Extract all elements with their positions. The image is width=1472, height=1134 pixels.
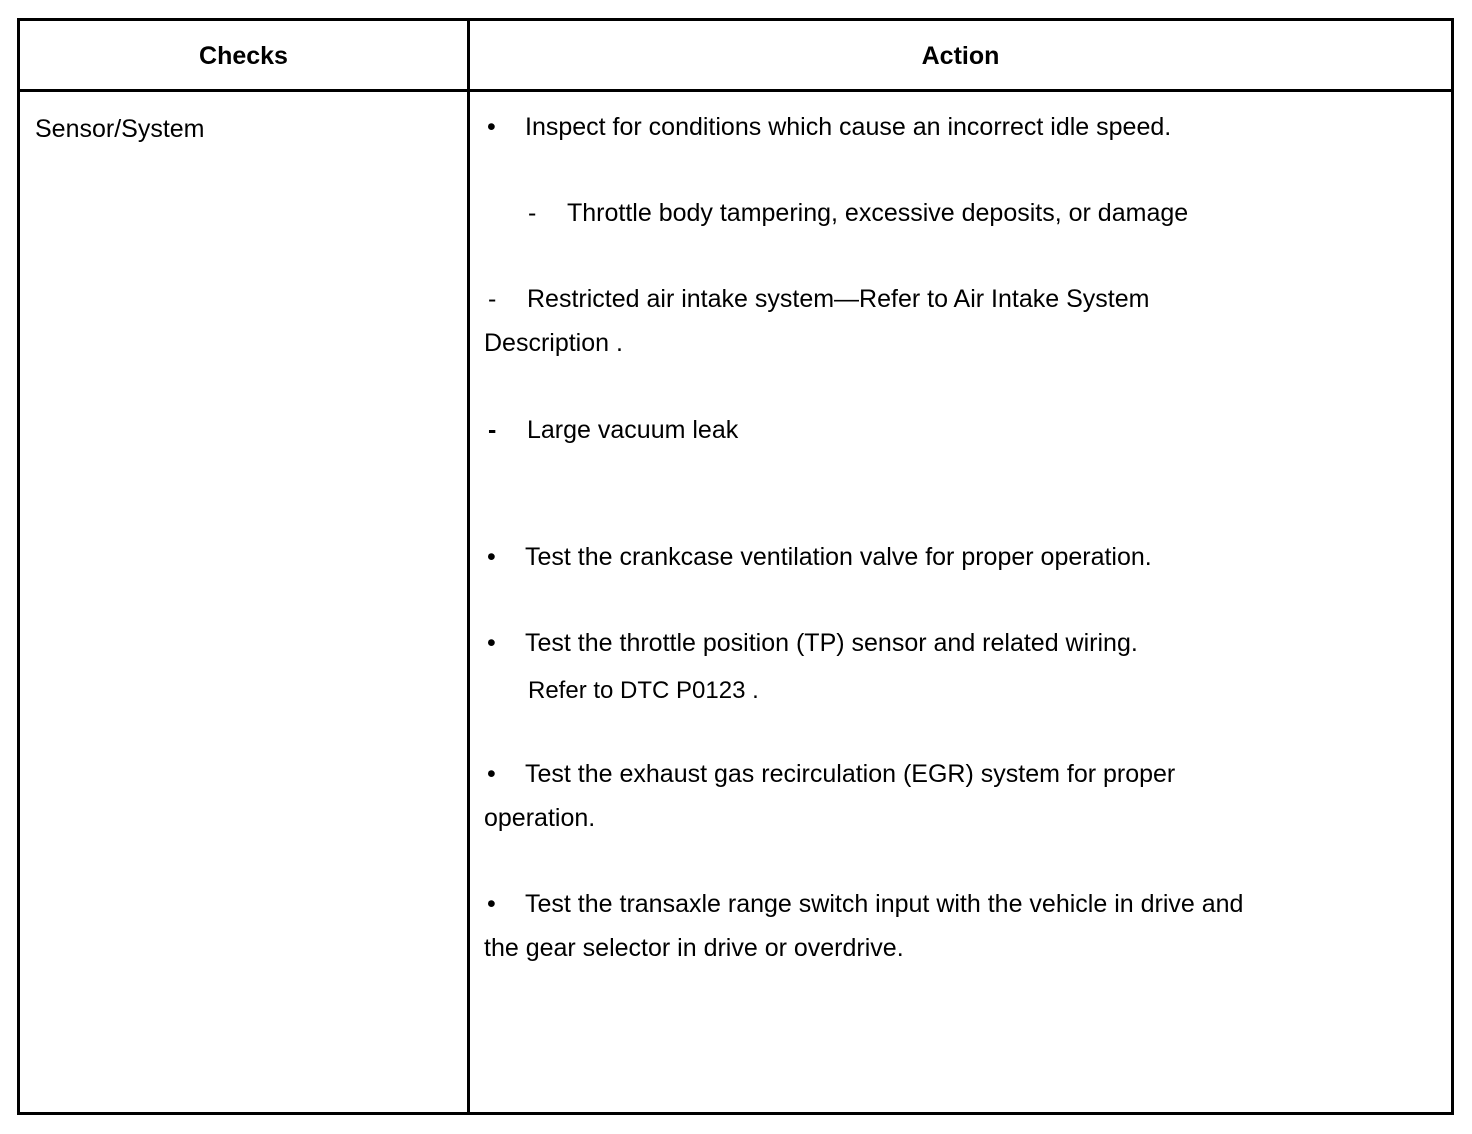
sub-throttle-body: Throttle body tampering, excessive deposits, or damage [567,199,1189,227]
action-tp-sensor: Test the throttle position (TP) sensor and related wiring. [525,629,1138,657]
column-divider [467,21,470,1112]
dash-marker: - [488,416,497,444]
dash-marker: - [528,199,537,227]
action-inspect-idle: Inspect for conditions which cause an incorrect idle speed. [525,113,1172,141]
sub-large-vacuum-leak: Large vacuum leak [527,416,739,444]
action-transaxle-switch: Test the transaxle range switch input with the vehicle in drive and [525,890,1244,918]
bullet-marker: • [487,543,496,571]
bullet-marker: • [487,760,496,788]
dash-marker: - [488,285,497,313]
header-action: Action [921,42,1000,70]
check-cell-sensor-system: Sensor/System [35,115,205,143]
header-divider [20,89,1451,92]
sub-restricted-air-intake: Restricted air intake system—Refer to Air Intake System [527,285,1150,313]
bullet-marker: • [487,113,496,141]
action-transaxle-switch-cont: the gear selector in drive or overdrive. [484,934,904,962]
sub-restricted-air-intake-cont: Description . [484,329,623,357]
action-tp-sensor-reference: Refer to DTC P0123 . [528,677,759,704]
action-egr-system-cont: operation. [484,804,596,832]
action-crankcase-valve: Test the crankcase ventilation valve for proper operation. [525,543,1152,571]
bullet-marker: • [487,890,496,918]
bullet-marker: • [487,629,496,657]
header-checks: Checks [199,42,288,70]
action-egr-system: Test the exhaust gas recirculation (EGR) system for proper [525,760,1176,788]
